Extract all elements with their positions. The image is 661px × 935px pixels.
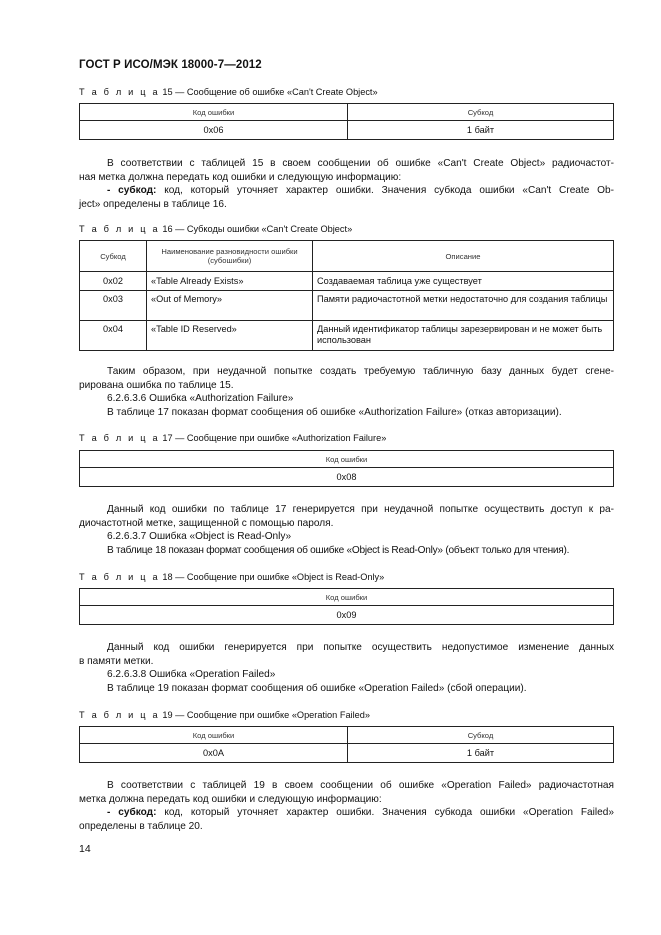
paragraph-2 — [79, 365, 614, 419]
caption-prefix: Т а б л и ц а — [79, 87, 160, 97]
description-cell: Создаваемая таблица уже существует — [313, 272, 614, 291]
caption-text: 19 — Сообщение при ошибке «Operation Failed» — [162, 710, 370, 720]
paragraph-1 — [79, 157, 614, 211]
caption-prefix: Т а б л и ц а — [79, 572, 160, 582]
table-header-cell: Код ошибки — [80, 589, 614, 606]
text-line: метка должна передать код ошибки и следующую информацию: — [79, 793, 382, 805]
term-text: код, который уточняет характер ошибки. Значения субкода ошибки «Operation Failed» — [156, 807, 614, 819]
section-heading: 6.2.6.3.7 Ошибка «Object is Read-Only» — [107, 531, 292, 543]
table-19-caption — [79, 710, 370, 720]
name-cell: «Table ID Reserved» — [147, 321, 313, 351]
text-line: В таблице 18 показан формат сообщения об ошибке «Object is Read-Only» (объект только для чтения). — [107, 544, 570, 556]
table-15 — [79, 103, 614, 140]
text-line: В таблице 17 показан формат сообщения об ошибке «Authorization Failure» (отказ авторизации). — [107, 406, 562, 418]
caption-text: 17 — Сообщение при ошибке «Authorization Failure» — [162, 433, 387, 443]
document-header: ГОСТ Р ИСО/МЭК 18000-7—2012 — [79, 59, 262, 71]
caption-text: 18 — Сообщение при ошибке «Object is Read-Only» — [162, 572, 385, 582]
caption-prefix: Т а б л и ц а — [79, 224, 160, 234]
table-cell: 0x0A — [80, 744, 348, 763]
description-cell: Данный идентификатор таблицы зарезервирован и не может быть использован — [313, 321, 614, 351]
subcode-cell: 0x03 — [80, 291, 147, 321]
subcode-cell: 0x02 — [80, 272, 147, 291]
caption-prefix: Т а б л и ц а — [79, 710, 160, 720]
text-line: Данный код ошибки генерируется при попытке осуществить недопустимое изменение данных — [107, 642, 614, 653]
term-text: код, который уточняет характер ошибки. Значения субкода ошибки «Can't Create Ob- — [156, 185, 614, 197]
caption-prefix: Т а б л и ц а — [79, 433, 160, 443]
page-number: 14 — [79, 843, 91, 855]
text-line: Таким образом, при неудачной попытке создать требуемую табличную базу данных будет сгене- — [107, 366, 614, 377]
section-heading: 6.2.6.3.6 Ошибка «Authorization Failure» — [107, 393, 294, 405]
table-header-cell: Субкод — [348, 727, 614, 744]
table-cell: 0x08 — [80, 468, 614, 487]
table-cell: 1 байт — [348, 744, 614, 763]
text-line: в памяти метки. — [79, 655, 154, 667]
table-16-caption — [79, 224, 352, 234]
text-line — [79, 806, 614, 820]
text-line: определены в таблице 20. — [79, 820, 203, 832]
table-cell: 0x06 — [80, 121, 348, 140]
table-header-cell: Код ошибки — [80, 727, 348, 744]
table-header-cell: Субкод — [348, 104, 614, 121]
section-heading: 6.2.6.3.8 Ошибка «Operation Failed» — [107, 669, 276, 681]
text-line: диочастотной метке, защищенной с помощью пароля. — [79, 517, 334, 529]
term-label: - субкод: — [107, 185, 157, 197]
table-18 — [79, 588, 614, 625]
text-line: В соответствии с таблицей 19 в своем сообщении об ошибке «Operation Failed» радиочастотная — [107, 780, 614, 791]
table-15-caption — [79, 87, 378, 97]
text-line: ная метка должна передать код ошибки и следующую информацию: — [79, 171, 402, 183]
table-header-cell: Код ошибки — [80, 104, 348, 121]
table-row — [80, 291, 614, 321]
paragraph-3 — [79, 503, 614, 557]
name-cell: «Out of Memory» — [147, 291, 313, 321]
table-header-cell: Описание — [313, 241, 614, 272]
term-label: - субкод: — [107, 807, 157, 819]
table-16 — [79, 240, 614, 351]
subcode-cell: 0x04 — [80, 321, 147, 351]
table-header-cell: Наименование разновидности ошибки (субошибки) — [147, 241, 313, 272]
table-header-cell: Код ошибки — [80, 451, 614, 468]
paragraph-5 — [79, 779, 614, 833]
paragraph-4 — [79, 641, 614, 695]
name-cell: «Table Already Exists» — [147, 272, 313, 291]
table-row — [80, 272, 614, 291]
table-19 — [79, 726, 614, 763]
caption-text: 16 — Субкоды ошибки «Can't Create Object» — [162, 224, 353, 234]
text-line: ject» определены в таблице 16. — [79, 198, 227, 210]
description-cell: Памяти радиочастотной метки недостаточно для создания таблицы — [313, 291, 614, 321]
text-line: В таблице 19 показан формат сообщения об ошибке «Operation Failed» (сбой операции). — [107, 682, 527, 694]
table-17 — [79, 450, 614, 487]
table-18-caption — [79, 572, 384, 582]
table-header-cell: Субкод — [80, 241, 147, 272]
table-row — [80, 321, 614, 351]
table-17-caption — [79, 433, 386, 443]
text-line — [79, 184, 614, 198]
text-line: В соответствии с таблицей 15 в своем сообщении об ошибке «Can't Create Object» радиочастот- — [107, 158, 614, 169]
table-cell: 1 байт — [348, 121, 614, 140]
table-cell: 0x09 — [80, 606, 614, 625]
text-line: рирована ошибка по таблице 15. — [79, 379, 234, 391]
text-line: Данный код ошибки по таблице 17 генерируется при неудачной попытке осуществить доступ к ра- — [107, 504, 614, 515]
caption-text: 15 — Сообщение об ошибке «Can't Create Object» — [162, 87, 378, 97]
